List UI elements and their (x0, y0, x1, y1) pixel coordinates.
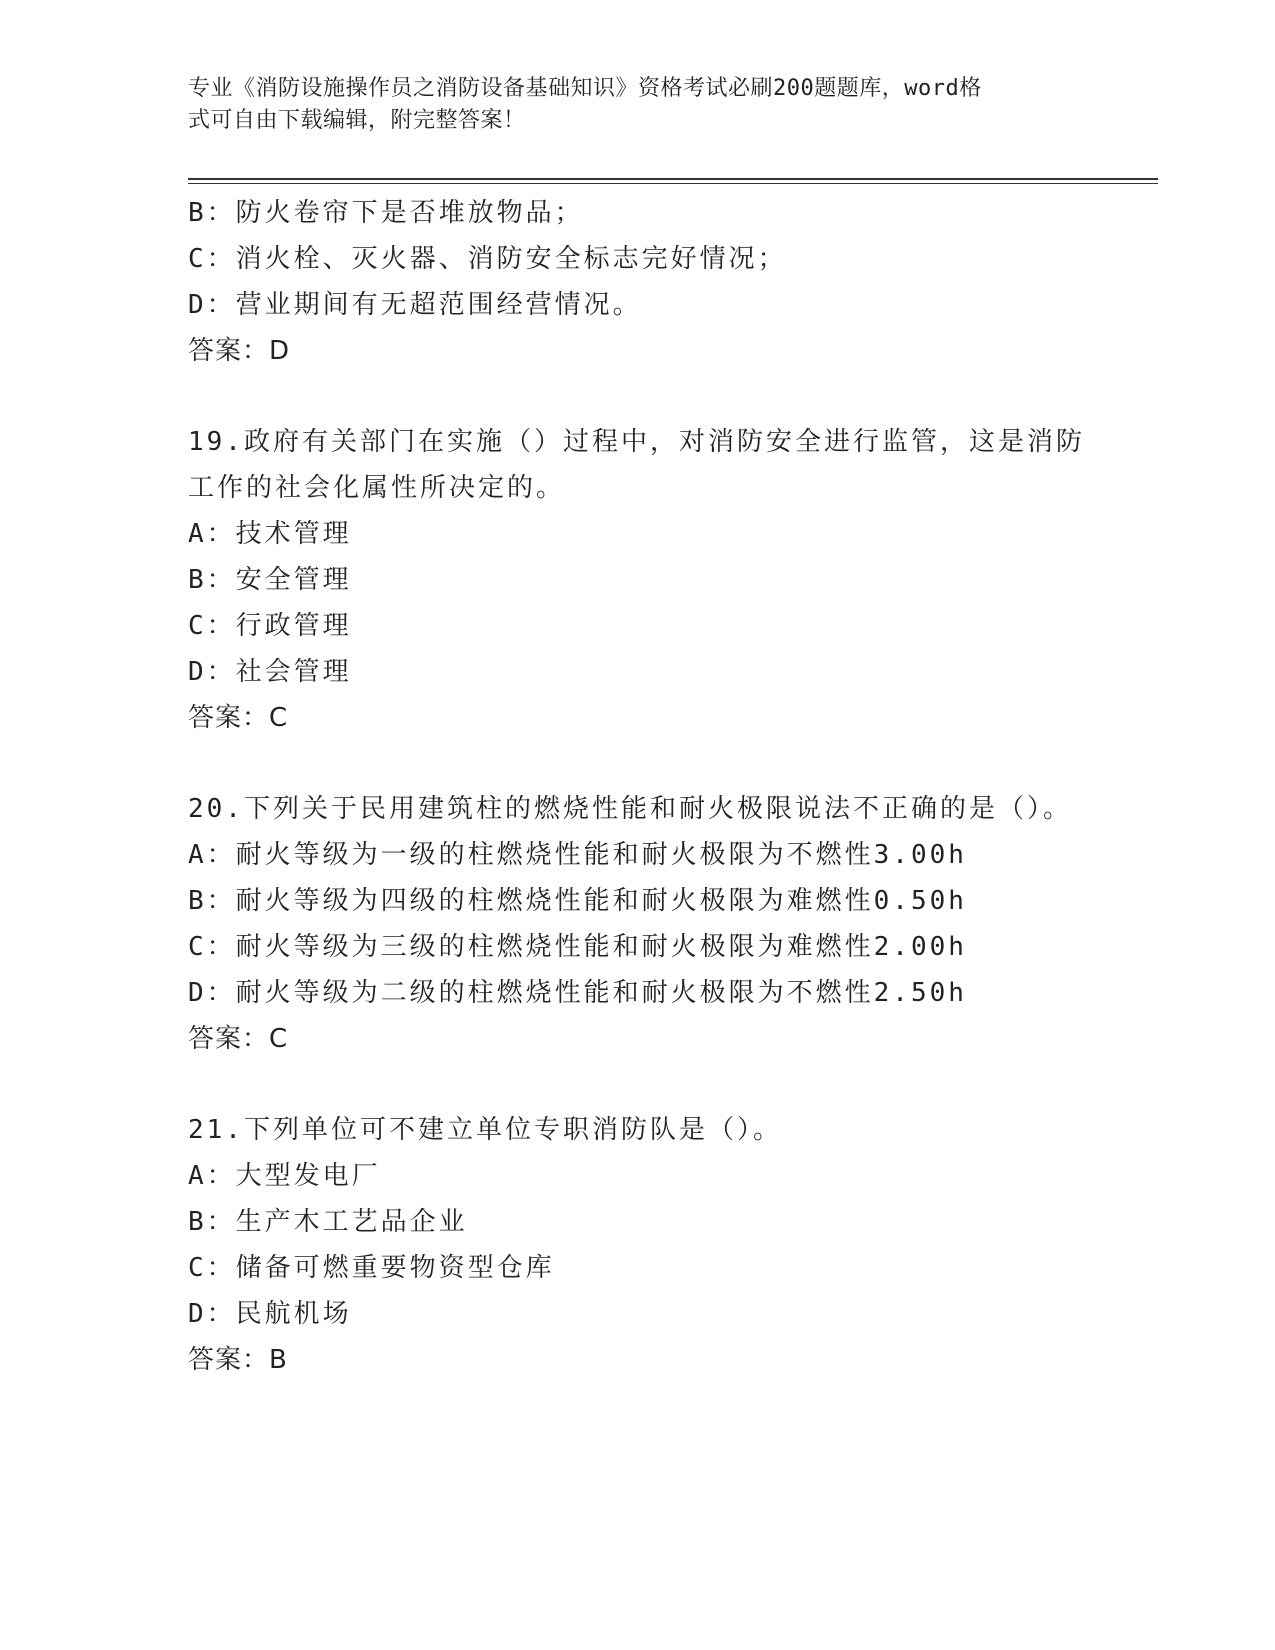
spacer (188, 374, 1128, 419)
answer-line: 答案：C (188, 703, 289, 733)
option-d: D：耐火等级为二级的柱燃烧性能和耐火极限为不燃性2.50h (188, 978, 967, 1008)
question-text-line-1: 21.下列单位可不建立单位专职消防队是（）。 (188, 1115, 782, 1145)
question-content (188, 190, 1128, 1383)
header-divider-thin (188, 183, 1158, 184)
option-c: C：耐火等级为三级的柱燃烧性能和耐火极限为难燃性2.00h (188, 932, 967, 962)
document-header (188, 73, 1088, 137)
option-c: C：消火栓、灭火器、消防安全标志完好情况； (188, 244, 787, 274)
header-line-1: 专业《消防设施操作员之消防设备基础知识》资格考试必刷200题题库，word格 (188, 76, 982, 101)
option-c: C：储备可燃重要物资型仓库 (188, 1253, 555, 1283)
option-a: A：大型发电厂 (188, 1161, 381, 1191)
option-b: B：耐火等级为四级的柱燃烧性能和耐火极限为难燃性0.50h (188, 886, 967, 916)
question-text-line-1: 20.下列关于民用建筑柱的燃烧性能和耐火极限说法不正确的是（）。 (188, 794, 1072, 824)
header-divider-thick (188, 178, 1158, 180)
question-20 (188, 786, 1128, 1062)
answer-line: 答案：C (188, 1024, 289, 1054)
option-b: B：防火卷帘下是否堆放物品； (188, 198, 584, 228)
answer-line: 答案：B (188, 1345, 288, 1375)
question-18-continued (188, 190, 1128, 374)
question-text-line-1: 19.政府有关部门在实施（）过程中，对消防安全进行监管，这是消防 (188, 427, 1085, 457)
option-c: C：行政管理 (188, 611, 352, 641)
option-a: A：耐火等级为一级的柱燃烧性能和耐火极限为不燃性3.00h (188, 840, 967, 870)
option-d: D：民航机场 (188, 1299, 352, 1329)
question-19 (188, 419, 1128, 741)
option-a: A：技术管理 (188, 519, 352, 549)
option-d: D：社会管理 (188, 657, 352, 687)
header-line-2: 式可自由下载编辑，附完整答案！ (188, 108, 526, 133)
spacer (188, 741, 1128, 786)
option-d: D：营业期间有无超范围经营情况。 (188, 290, 642, 320)
question-text-line-2: 工作的社会化属性所决定的。 (188, 473, 566, 503)
question-21 (188, 1107, 1128, 1383)
spacer (188, 1062, 1128, 1107)
answer-line: 答案：D (188, 336, 291, 366)
option-b: B：生产木工艺品企业 (188, 1207, 468, 1237)
option-b: B：安全管理 (188, 565, 352, 595)
